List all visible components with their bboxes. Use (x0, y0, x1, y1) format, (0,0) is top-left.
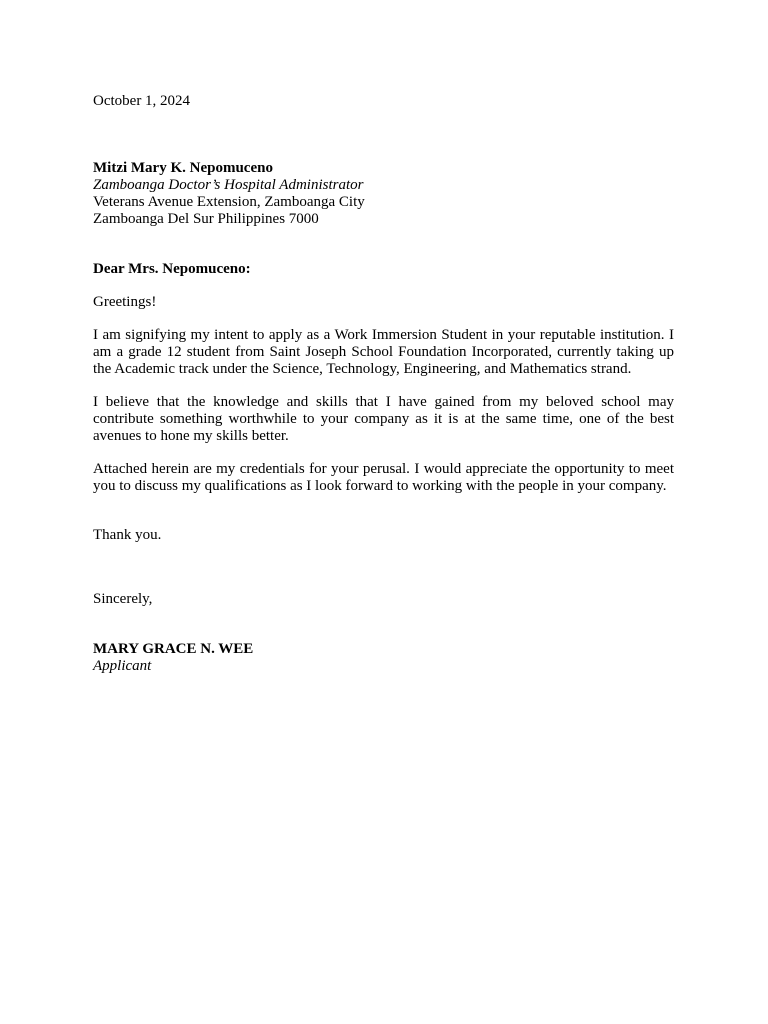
body-paragraph: I am signifying my intent to apply as a Work Immersion Student in your reputable institution. I am a grade 12 student from Saint Joseph School Foundation Incorporated, currently taking up the Academic track under the Science, Technology, Engineering, and Mathematics strand. (93, 327, 674, 377)
recipient-title: Zamboanga Doctor’s Hospital Administrator (93, 177, 364, 193)
signature-block (93, 641, 674, 675)
body-paragraph: I believe that the knowledge and skills that I have gained from my beloved school may contribute something worthwhile to your company as it is at the same time, one of the best avenues to hone my skills better. (93, 394, 674, 444)
thanks-line: Thank you. (93, 527, 162, 543)
greeting: Greetings! (93, 294, 157, 310)
recipient-address-line2: Zamboanga Del Sur Philippines 7000 (93, 211, 319, 227)
signature-name: MARY GRACE N. WEE (93, 641, 254, 657)
recipient-address-line1: Veterans Avenue Extension, Zamboanga City (93, 194, 365, 210)
recipient-block (93, 160, 674, 228)
closing-line: Sincerely, (93, 591, 153, 607)
letter-body (93, 93, 674, 675)
recipient-name: Mitzi Mary K. Nepomuceno (93, 160, 273, 176)
signature-role: Applicant (93, 658, 152, 674)
letter-date: October 1, 2024 (93, 93, 191, 109)
salutation: Dear Mrs. Nepomuceno: (93, 261, 251, 277)
body-paragraph: Attached herein are my credentials for your perusal. I would appreciate the opportunity to meet you to discuss my qualifications as I look forward to working with the people in your company. (93, 461, 674, 494)
